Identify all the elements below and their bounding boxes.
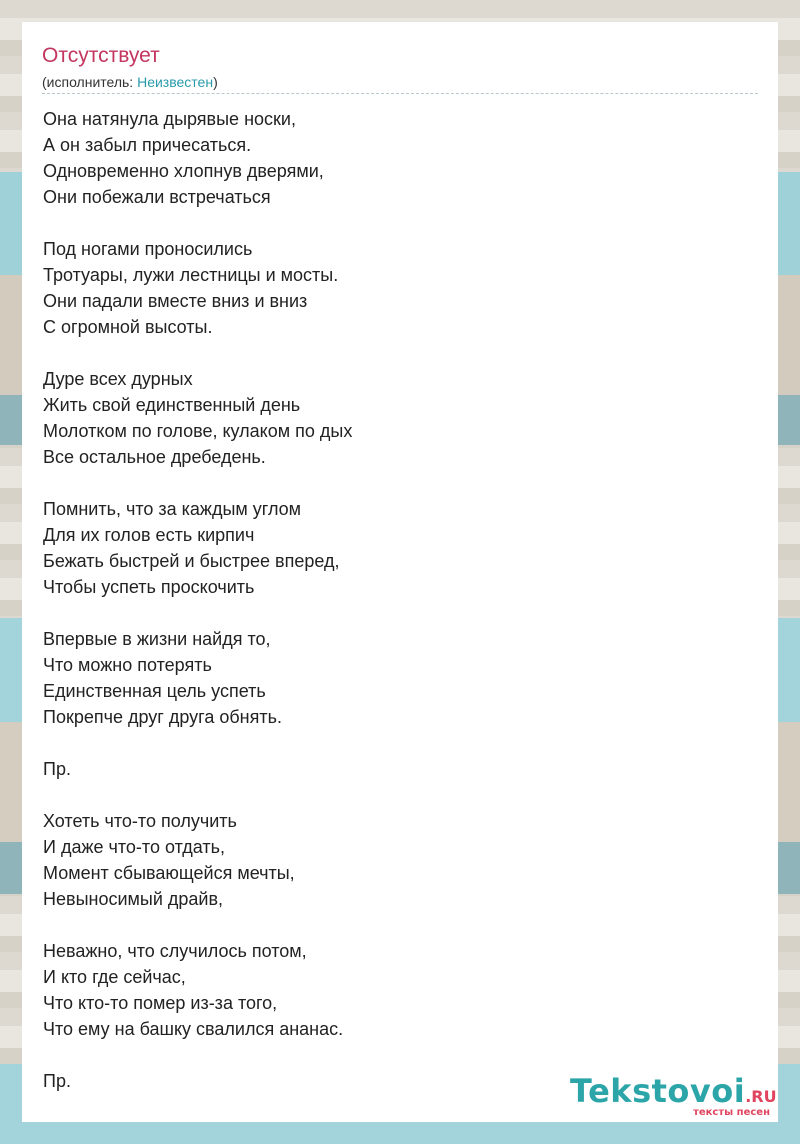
logo-domain: .RU	[745, 1087, 777, 1106]
logo-name: Tekstovoi	[570, 1072, 746, 1110]
song-title: Отсутствует	[42, 44, 160, 67]
byline-suffix: )	[213, 74, 218, 90]
lyrics-text: Она натянула дырявые носки, А он забыл причесаться. Одновременно хлопнув дверями, Они побежали встречаться Под ногами проносились Тротуары, лужи лестницы и мосты. Они падали вместе вниз и вниз С огромной высоты. Дуре всех дурных Жить свой единственный день Молотком по голове, кулаком по дых Все остальное дребедень. Помнить, что за каждым углом Для их голов есть кирпич Бежать быстрей и быстрее вперед, Чтобы успеть проскочить Впервые в жизни найдя то, Что можно потерять Единственная цель успеть Покрепче друг друга обнять. Пр. Хотеть что-то получить И даже что-то отдать, Момент сбывающейся мечты, Невыносимый драйв, Неважно, что случилось потом, И кто где сейчас, Что кто-то помер из-за того, Что ему на башку свалился ананас. Пр.	[43, 109, 353, 1091]
title-divider	[42, 93, 758, 94]
logo-tagline: тексты песен	[693, 1107, 770, 1118]
byline-prefix: (исполнитель:	[42, 74, 138, 90]
artist-link[interactable]: Неизвестен	[137, 74, 214, 90]
lyrics-card	[22, 22, 778, 1122]
artist-byline	[42, 72, 218, 92]
site-logo[interactable]	[570, 1074, 780, 1120]
